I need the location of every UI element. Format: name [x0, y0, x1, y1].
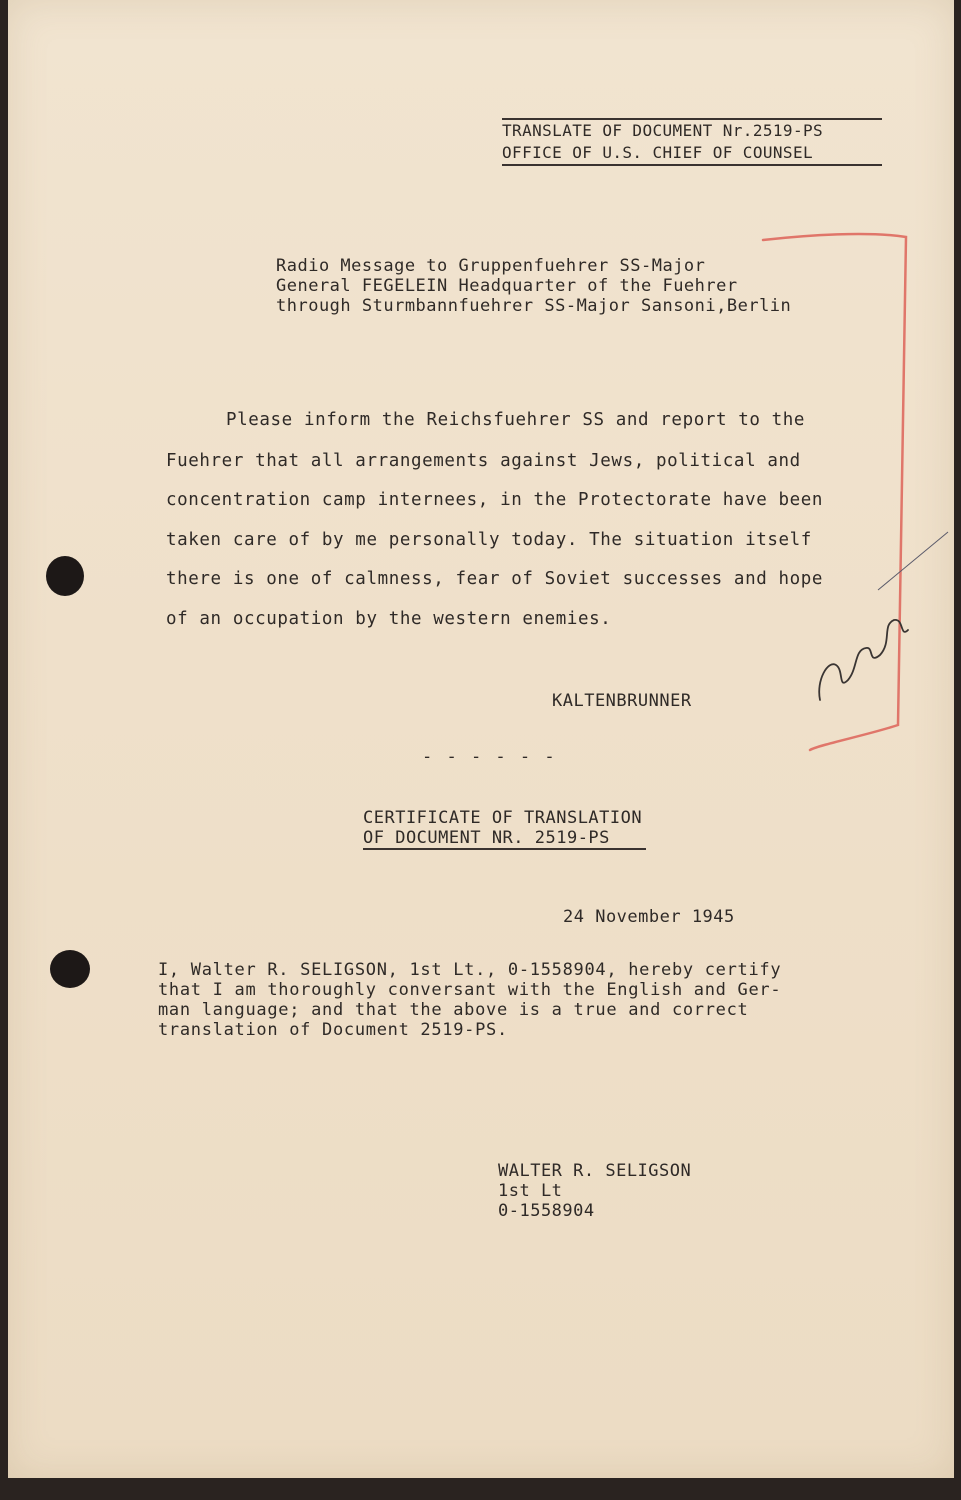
message-line-1: Please inform the Reichsfuehrer SS and report to the — [226, 410, 806, 430]
certificate-line-4: translation of Document 2519-PS. — [158, 1020, 508, 1040]
header-line-1: TRANSLATE OF DOCUMENT Nr.2519-PS — [502, 121, 824, 140]
punch-hole-lower — [50, 950, 90, 988]
document-page — [8, 0, 954, 1478]
address-line-2: General FEGELEIN Headquarter of the Fuehrer — [276, 276, 738, 296]
certificate-title-2: OF DOCUMENT NR. 2519-PS — [363, 828, 646, 850]
message-signature: KALTENBRUNNER — [552, 691, 692, 711]
handwritten-initials-mark — [808, 530, 954, 710]
certificate-title-1: CERTIFICATE OF TRANSLATION — [363, 808, 643, 828]
message-line-6: of an occupation by the western enemies. — [166, 609, 612, 629]
address-line-1: Radio Message to Gruppenfuehrer SS-Major — [276, 256, 706, 276]
message-line-4: taken care of by me personally today. The situation itself — [166, 530, 812, 550]
certificate-line-1: I, Walter R. SELIGSON, 1st Lt., 0-1558904, hereby certify — [158, 960, 782, 980]
separator-dashes: - - - - - - — [422, 747, 557, 767]
header-line-2: OFFICE OF U.S. CHIEF OF COUNSEL — [502, 143, 814, 162]
signatory-rank: 1st Lt — [498, 1181, 563, 1201]
certificate-line-2: that I am thoroughly conversant with the English and Ger- — [158, 980, 782, 1000]
address-line-3: through Sturmbannfuehrer SS-Major Sansoni,Berlin — [276, 296, 792, 316]
punch-hole-upper — [46, 556, 84, 596]
document-header — [502, 118, 882, 166]
certificate-date: 24 November 1945 — [563, 907, 735, 927]
signatory-name: WALTER R. SELIGSON — [498, 1161, 692, 1181]
message-line-2: Fuehrer that all arrangements against Jews, political and — [166, 451, 801, 471]
message-line-5: there is one of calmness, fear of Soviet successes and hope — [166, 569, 824, 589]
message-line-3: concentration camp internees, in the Protectorate have been — [166, 490, 824, 510]
certificate-line-3: man language; and that the above is a true and correct — [158, 1000, 749, 1020]
signatory-serial: 0-1558904 — [498, 1201, 595, 1221]
